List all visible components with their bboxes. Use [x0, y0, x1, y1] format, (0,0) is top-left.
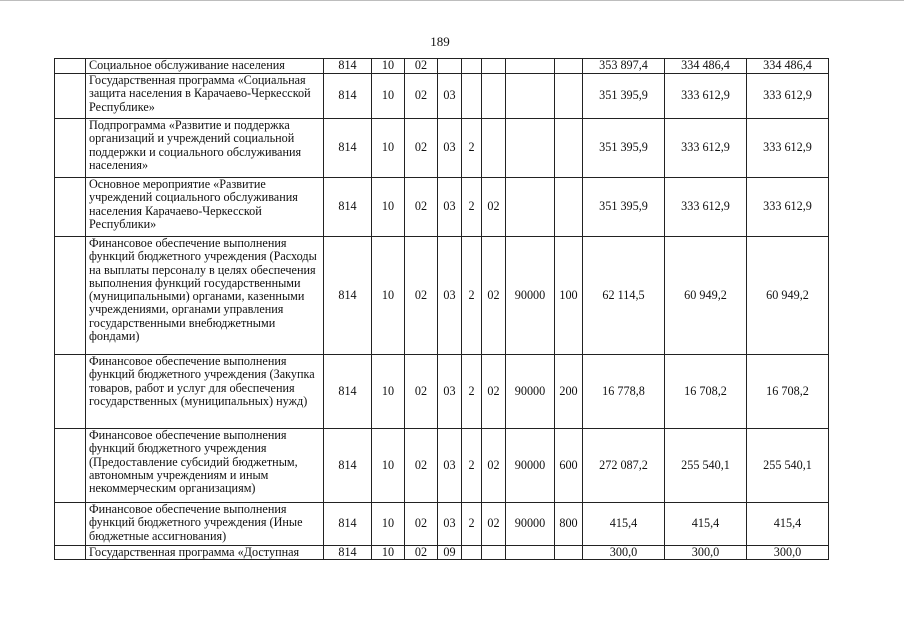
row-name: Финансовое обеспечение выполнения функций бюджетного учреждения (Расходы на выплаты персоналу в целях обеспечения выполнения функций государственными (муниципальными) органами, казенными учреждениями, органами управления государственными внебюджетными фондами)	[86, 237, 324, 355]
section-code: 10	[372, 178, 405, 237]
ministry-code: 814	[324, 178, 372, 237]
amount-year-1: 353 897,4	[583, 59, 665, 74]
table-row	[55, 503, 829, 546]
row-margin-cell	[55, 429, 86, 503]
row-name: Государственная программа «Социальная защита населения в Карачаево-Черкесской Республике»	[86, 74, 324, 119]
expense-type-code	[555, 119, 583, 178]
amount-year-2: 334 486,4	[665, 59, 747, 74]
section-code: 10	[372, 503, 405, 546]
activity-code	[482, 119, 506, 178]
amount-year-1: 351 395,9	[583, 74, 665, 119]
direction-code	[506, 546, 555, 560]
amount-year-1: 272 087,2	[583, 429, 665, 503]
row-margin-cell	[55, 355, 86, 429]
expense-type-code: 800	[555, 503, 583, 546]
amount-year-2: 333 612,9	[665, 74, 747, 119]
subprogram-code: 2	[462, 119, 482, 178]
expense-type-code: 600	[555, 429, 583, 503]
activity-code: 02	[482, 237, 506, 355]
program-code: 03	[438, 355, 462, 429]
subprogram-code: 2	[462, 355, 482, 429]
program-code: 03	[438, 178, 462, 237]
row-margin-cell	[55, 178, 86, 237]
amount-year-2: 60 949,2	[665, 237, 747, 355]
amount-year-3: 300,0	[747, 546, 829, 560]
ministry-code: 814	[324, 74, 372, 119]
ministry-code: 814	[324, 355, 372, 429]
program-code: 09	[438, 546, 462, 560]
direction-code	[506, 59, 555, 74]
amount-year-1: 351 395,9	[583, 119, 665, 178]
row-margin-cell	[55, 119, 86, 178]
amount-year-3: 415,4	[747, 503, 829, 546]
row-margin-cell	[55, 237, 86, 355]
ministry-code: 814	[324, 429, 372, 503]
row-name: Финансовое обеспечение выполнения функций бюджетного учреждения (Иные бюджетные ассигнования)	[86, 503, 324, 546]
direction-code	[506, 119, 555, 178]
amount-year-3: 334 486,4	[747, 59, 829, 74]
row-margin-cell	[55, 74, 86, 119]
activity-code	[482, 546, 506, 560]
amount-year-2: 300,0	[665, 546, 747, 560]
amount-year-1: 415,4	[583, 503, 665, 546]
section-code: 10	[372, 74, 405, 119]
subsection-code: 02	[405, 355, 438, 429]
direction-code	[506, 74, 555, 119]
row-margin-cell	[55, 59, 86, 74]
amount-year-2: 255 540,1	[665, 429, 747, 503]
direction-code	[506, 178, 555, 237]
subprogram-code	[462, 546, 482, 560]
expense-type-code	[555, 546, 583, 560]
table-row	[55, 429, 829, 503]
program-code	[438, 59, 462, 74]
table-row	[55, 237, 829, 355]
row-name: Подпрограмма «Развитие и поддержка организаций и учреждений социальной поддержки и социального обслуживания населения»	[86, 119, 324, 178]
section-code: 10	[372, 237, 405, 355]
ministry-code: 814	[324, 119, 372, 178]
subsection-code: 02	[405, 429, 438, 503]
activity-code: 02	[482, 503, 506, 546]
amount-year-2: 333 612,9	[665, 178, 747, 237]
section-code: 10	[372, 355, 405, 429]
activity-code: 02	[482, 355, 506, 429]
subsection-code: 02	[405, 237, 438, 355]
subsection-code: 02	[405, 59, 438, 74]
ministry-code: 814	[324, 546, 372, 560]
section-code: 10	[372, 546, 405, 560]
activity-code	[482, 74, 506, 119]
program-code: 03	[438, 503, 462, 546]
amount-year-1: 351 395,9	[583, 178, 665, 237]
expense-type-code	[555, 74, 583, 119]
amount-year-3: 255 540,1	[747, 429, 829, 503]
table-row	[55, 59, 829, 74]
program-code: 03	[438, 119, 462, 178]
subprogram-code	[462, 59, 482, 74]
row-name: Социальное обслуживание населения	[86, 59, 324, 74]
table-row	[55, 74, 829, 119]
expense-type-code: 200	[555, 355, 583, 429]
subsection-code: 02	[405, 119, 438, 178]
table-row	[55, 546, 829, 560]
amount-year-1: 16 778,8	[583, 355, 665, 429]
direction-code: 90000	[506, 237, 555, 355]
subsection-code: 02	[405, 178, 438, 237]
budget-table	[54, 58, 829, 560]
amount-year-3: 333 612,9	[747, 119, 829, 178]
expense-type-code	[555, 59, 583, 74]
section-code: 10	[372, 429, 405, 503]
amount-year-1: 62 114,5	[583, 237, 665, 355]
row-margin-cell	[55, 546, 86, 560]
amount-year-2: 415,4	[665, 503, 747, 546]
section-code: 10	[372, 59, 405, 74]
activity-code: 02	[482, 178, 506, 237]
direction-code: 90000	[506, 503, 555, 546]
amount-year-3: 333 612,9	[747, 178, 829, 237]
subsection-code: 02	[405, 503, 438, 546]
ministry-code: 814	[324, 59, 372, 74]
table-row	[55, 355, 829, 429]
subprogram-code: 2	[462, 429, 482, 503]
subprogram-code: 2	[462, 503, 482, 546]
section-code: 10	[372, 119, 405, 178]
activity-code	[482, 59, 506, 74]
row-name: Финансовое обеспечение выполнения функций бюджетного учреждения (Предоставление субсидий бюджетным, автономным учреждениям и иным некоммерческим организациям)	[86, 429, 324, 503]
row-margin-cell	[55, 503, 86, 546]
amount-year-3: 60 949,2	[747, 237, 829, 355]
program-code: 03	[438, 237, 462, 355]
activity-code: 02	[482, 429, 506, 503]
amount-year-3: 16 708,2	[747, 355, 829, 429]
subsection-code: 02	[405, 74, 438, 119]
expense-type-code	[555, 178, 583, 237]
program-code: 03	[438, 429, 462, 503]
page-number: 189	[430, 34, 450, 49]
amount-year-2: 16 708,2	[665, 355, 747, 429]
amount-year-1: 300,0	[583, 546, 665, 560]
row-name: Основное мероприятие «Развитие учреждений социального обслуживания населения Карачаево-Черкесской Республики»	[86, 178, 324, 237]
program-code: 03	[438, 74, 462, 119]
direction-code: 90000	[506, 355, 555, 429]
amount-year-3: 333 612,9	[747, 74, 829, 119]
table-row	[55, 119, 829, 178]
expense-type-code: 100	[555, 237, 583, 355]
subprogram-code	[462, 74, 482, 119]
subsection-code: 02	[405, 546, 438, 560]
direction-code: 90000	[506, 429, 555, 503]
ministry-code: 814	[324, 503, 372, 546]
subprogram-code: 2	[462, 178, 482, 237]
subprogram-code: 2	[462, 237, 482, 355]
scan-top-edge	[0, 0, 904, 1]
amount-year-2: 333 612,9	[665, 119, 747, 178]
row-name: Государственная программа «Доступная	[86, 546, 324, 560]
table-row	[55, 178, 829, 237]
ministry-code: 814	[324, 237, 372, 355]
row-name: Финансовое обеспечение выполнения функций бюджетного учреждения (Закупка товаров, работ и услуг для обеспечения государственных (муниципальных) нужд)	[86, 355, 324, 429]
